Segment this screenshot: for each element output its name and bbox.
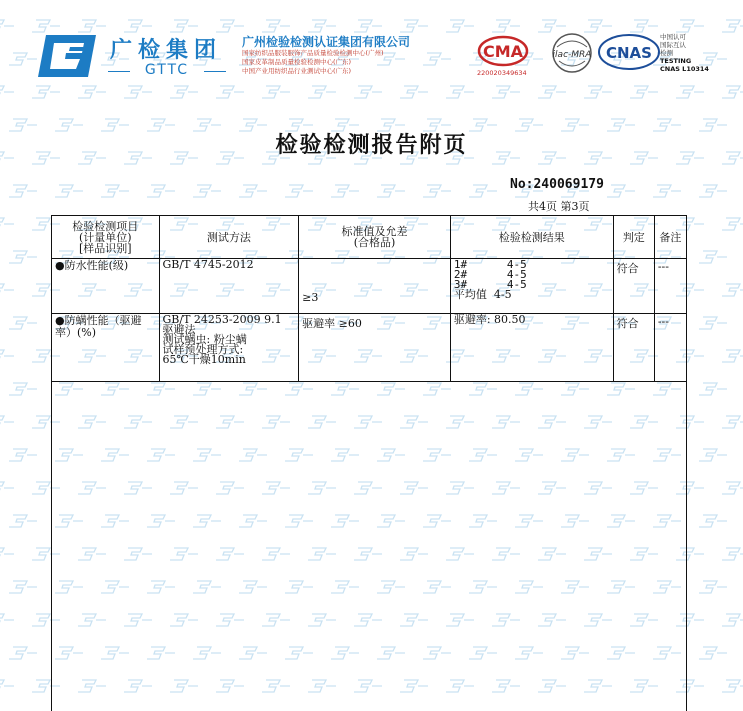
watermark-glyph bbox=[699, 647, 727, 659]
gttc-logo-icon bbox=[36, 33, 98, 79]
watermark-glyph bbox=[239, 185, 267, 197]
watermark-glyph bbox=[9, 515, 37, 527]
watermark-glyph bbox=[9, 185, 37, 197]
row-2-verdict: 符合 bbox=[613, 314, 654, 382]
row-1-verdict: 符合 bbox=[613, 259, 654, 314]
watermark-glyph bbox=[722, 680, 743, 692]
cnas-side-line-3: 检测 bbox=[660, 49, 673, 57]
watermark-glyph bbox=[699, 515, 727, 527]
watermark-glyph bbox=[377, 185, 405, 197]
cma-mark-icon bbox=[479, 37, 527, 65]
org-line-3: 中国产业用纺织品行业测试中心(广东) bbox=[242, 67, 352, 75]
header-verdict: 判定 bbox=[613, 216, 654, 259]
brand-name-en: GTTC bbox=[108, 62, 226, 78]
cnas-side-line-5: CNAS L10314 bbox=[660, 65, 709, 73]
watermark-glyph bbox=[699, 383, 727, 395]
watermark-glyph bbox=[653, 185, 681, 197]
cnas-side-text bbox=[660, 33, 709, 73]
watermark-glyph bbox=[0, 416, 14, 428]
watermark-glyph bbox=[699, 251, 727, 263]
table-row bbox=[52, 314, 687, 382]
watermark-glyph bbox=[469, 185, 497, 197]
report-number: No:240069179 bbox=[510, 177, 604, 192]
ilac-mra-mark-icon bbox=[553, 34, 592, 72]
org-block bbox=[242, 35, 410, 76]
letterhead bbox=[0, 0, 743, 100]
watermark-glyph bbox=[722, 218, 743, 230]
watermark-glyph bbox=[0, 482, 14, 494]
header-remark: 备注 bbox=[654, 216, 686, 259]
cnas-mark-icon bbox=[599, 35, 659, 69]
watermark-glyph bbox=[722, 350, 743, 362]
watermark-glyph bbox=[722, 548, 743, 560]
watermark-glyph bbox=[722, 482, 743, 494]
watermark-glyph bbox=[699, 317, 727, 329]
row-2-standard: 驱避率 ≥60 bbox=[299, 314, 451, 382]
watermark-glyph bbox=[285, 185, 313, 197]
row-1-remark: --- bbox=[654, 259, 686, 314]
watermark-glyph bbox=[101, 185, 129, 197]
row-2-results: 驱避率: 80.50 bbox=[450, 314, 613, 382]
watermark-glyph bbox=[423, 185, 451, 197]
watermark-glyph bbox=[9, 581, 37, 593]
cma-number: 220020349634 bbox=[477, 69, 527, 77]
watermark-glyph bbox=[0, 350, 14, 362]
watermark-glyph bbox=[331, 185, 359, 197]
watermark-glyph bbox=[607, 185, 635, 197]
watermark-glyph bbox=[55, 185, 83, 197]
org-line-2: 国家皮革制品质量检验检测中心(广东) bbox=[242, 58, 352, 66]
brand-name-cn: 广检集团 bbox=[110, 38, 223, 63]
row-2-item: ●防螨性能（驱避率）(%) bbox=[52, 314, 160, 382]
watermark-glyph bbox=[9, 647, 37, 659]
watermark-glyph bbox=[9, 449, 37, 461]
cma-text: CMA bbox=[482, 42, 524, 61]
header-item: 检验检测项目 (计量单位) [样品识别] bbox=[52, 216, 160, 259]
watermark-glyph bbox=[0, 284, 14, 296]
row-2-remark: --- bbox=[654, 314, 686, 382]
org-name: 广州检验检测认证集团有限公司 bbox=[242, 35, 411, 49]
row-1-results: 1# 4-5 2# 4-5 3# 4-5 平均值 4-5 bbox=[450, 259, 613, 314]
cnas-text: CNAS bbox=[606, 44, 652, 62]
watermark-glyph bbox=[0, 680, 14, 692]
table-row bbox=[52, 259, 687, 314]
header-result: 检验检测结果 bbox=[450, 216, 613, 259]
watermark-glyph bbox=[9, 383, 37, 395]
header-method: 测试方法 bbox=[159, 216, 299, 259]
watermark-glyph bbox=[699, 449, 727, 461]
watermark-glyph bbox=[699, 581, 727, 593]
document-title: 检验检测报告附页 bbox=[275, 133, 468, 158]
row-2-method: GB/T 24253-2009 9.1 驱避法 测试螨虫: 粉尘螨 试样预处理方式: 65℃干燥10min bbox=[159, 314, 299, 382]
watermark-glyph bbox=[722, 416, 743, 428]
watermark-glyph bbox=[193, 185, 221, 197]
cnas-side-line-2: 国际互认 bbox=[660, 41, 686, 49]
page-info: 共4页 第3页 bbox=[528, 200, 590, 213]
watermark-glyph bbox=[147, 185, 175, 197]
table-header-row bbox=[52, 216, 687, 259]
watermark-glyph bbox=[722, 614, 743, 626]
watermark-glyph bbox=[0, 218, 14, 230]
results-table bbox=[51, 215, 687, 382]
ilac-mra-text: ilac-MRA bbox=[552, 50, 592, 60]
cnas-side-line-4: TESTING bbox=[660, 57, 692, 65]
watermark-glyph bbox=[722, 284, 743, 296]
watermark-glyph bbox=[9, 317, 37, 329]
org-line-1: 国家纺织品服装服饰产品质量检验检测中心(广州) bbox=[242, 49, 384, 57]
cnas-side-line-1: 中国认可 bbox=[660, 33, 686, 41]
watermark-glyph bbox=[0, 614, 14, 626]
header-standard: 标准值及允差 (合格品) bbox=[299, 216, 451, 259]
watermark-glyph bbox=[9, 251, 37, 263]
row-1-item: ●防水性能(级) bbox=[52, 259, 160, 314]
row-1-standard: ≥3 bbox=[299, 259, 451, 314]
row-1-method: GB/T 4745-2012 bbox=[159, 259, 299, 314]
watermark-glyph bbox=[0, 548, 14, 560]
watermark-glyph bbox=[699, 185, 727, 197]
